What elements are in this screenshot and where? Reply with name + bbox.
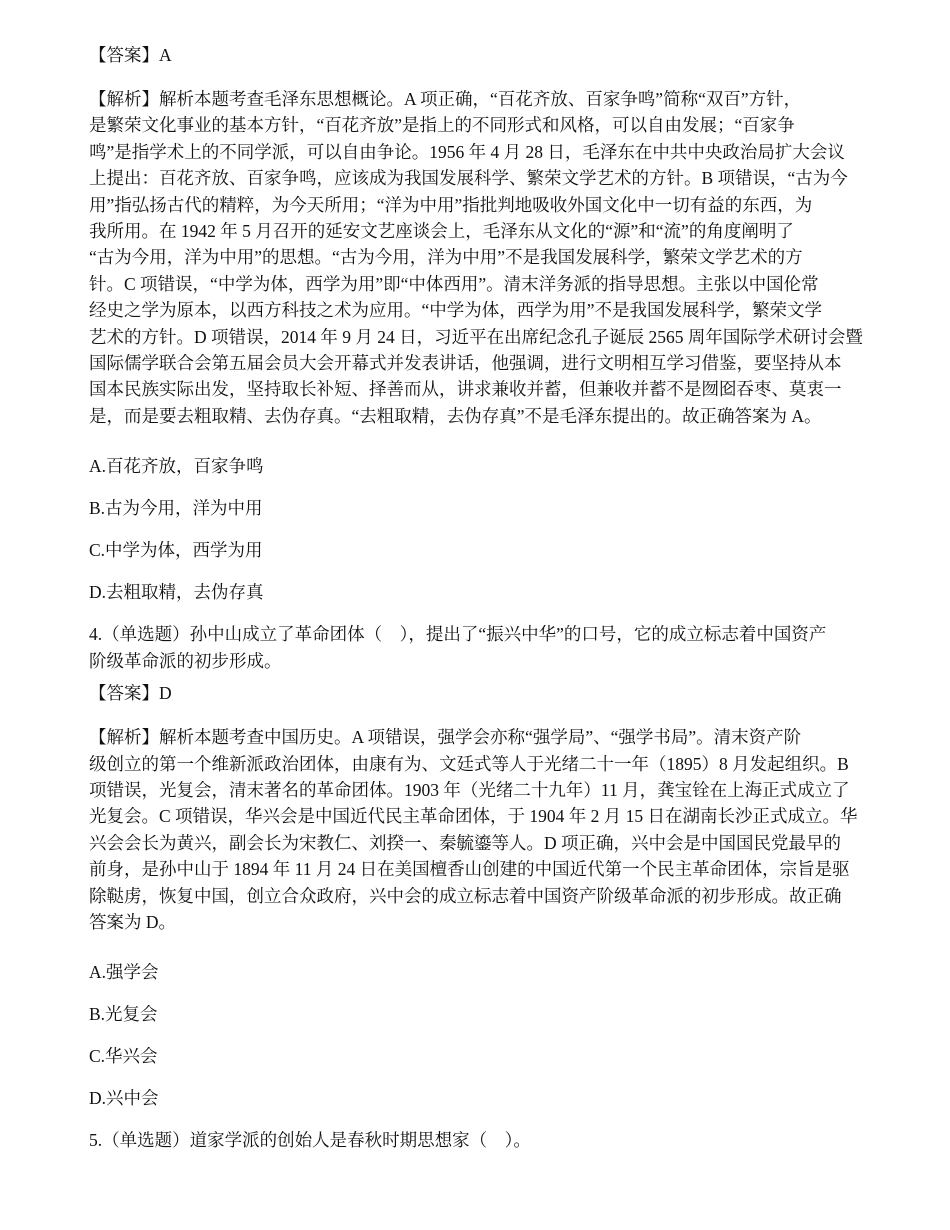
analysis-line: 用”指弘扬古代的精粹，为今天所用；“洋为中用”指批判地吸收外国文化中一切有益的东西，为 (89, 194, 813, 215)
analysis-line: 【解析】解析本题考查中国历史。A 项错误，强学会亦称“强学局”、“强学书局”。清末资产阶 (89, 727, 802, 748)
analysis-paragraph (89, 86, 909, 429)
analysis-line: 经史之学为原本，以西方科技之术为应用。“中学为体，西学为用”不是我国发展科学，繁荣文学 (89, 300, 823, 321)
option-d: D.兴中会 (89, 1088, 159, 1109)
analysis-line: 鸣”是指学术上的不同学派，可以自由争论。1956 年 4 月 28 日，毛泽东在中共中央政治局扩大会议 (89, 141, 845, 162)
analysis-line: 兴会会长为黄兴，副会长为宋教仁、刘揆一、秦毓鎏等人。D 项正确，兴中会是中国国民党最早的 (89, 832, 842, 853)
analysis-line: 级创立的第一个维新派政治团体，由康有为、文廷式等人于光绪二十一年（1895）8 月发起组织。B (89, 753, 849, 774)
analysis-line: 我所用。在 1942 年 5 月召开的延安文艺座谈会上，毛泽东从文化的“源”和“流”的角度阐明了 (89, 221, 794, 242)
analysis-line: 项错误，光复会，清末著名的革命团体。1903 年（光绪二十九年）11 月，龚宝铨在上海正式成立了 (89, 779, 850, 800)
analysis-line: 针。C 项错误，“中学为体，西学为用”即“中体西用”。清末洋务派的指导思想。主张以中国伦常 (89, 273, 819, 294)
document-page (89, 40, 909, 1154)
question-5 (89, 1127, 909, 1153)
question-4 (89, 621, 909, 674)
analysis-line: 【解析】解析本题考查毛泽东思想概论。A 项正确，“百花齐放、百家争鸣”简称“双百”方针， (89, 89, 802, 109)
option-b: B.光复会 (89, 1004, 158, 1025)
analysis-line: 是繁荣文化事业的基本方针，“百花齐放”是指上的不同形式和风格，可以自由发展；“百家争 (89, 115, 795, 136)
analysis-line: “古为今用，洋为中用”的思想。“古为今用，洋为中用”不是我国发展科学，繁荣文学艺术的方 (89, 247, 803, 268)
analysis-line: 艺术的方针。D 项错误，2014 年 9 月 24 日，习近平在出席纪念孔子诞辰 2565 周年国际学术研讨会暨 (89, 326, 863, 347)
option-c: C.中学为体，西学为用 (89, 540, 263, 561)
option-d: D.去粗取精，去伪存真 (89, 582, 264, 603)
option-c: C.华兴会 (89, 1046, 158, 1067)
analysis-line: 答案为 D。 (89, 911, 177, 932)
analysis-line: 前身，是孙中山于 1894 年 11 月 24 日在美国檀香山创建的中国近代第一个民主革命团体，宗旨是驱 (89, 859, 850, 880)
answer-label: 【答案】D (89, 683, 172, 704)
analysis-line: 是，而是要去粗取精、去伪存真。“去粗取精，去伪存真”不是毛泽东提出的。故正确答案为 A。 (89, 405, 822, 426)
question-line: 4.（单选题）孙中山成立了革命团体（ ），提出了“振兴中华”的口号，它的成立标志着中国资产 (89, 624, 827, 645)
answer-label: 【答案】A (89, 45, 172, 65)
option-a: A.强学会 (89, 962, 159, 983)
option-a: A.百花齐放，百家争鸣 (89, 456, 264, 477)
analysis-paragraph (89, 724, 909, 935)
question-line: 阶级革命派的初步形成。 (89, 650, 282, 671)
question-line: 5.（单选题）道家学派的创始人是春秋时期思想家（ ）。 (89, 1130, 531, 1151)
analysis-line: 国际儒学联合会第五届会员大会开幕式并发表讲话，他强调，进行文明相互学习借鉴，要坚持从本 (89, 353, 842, 374)
option-b: B.古为今用，洋为中用 (89, 498, 263, 519)
analysis-line: 国本民族实际出发，坚持取长补短、择善而从，讲求兼收并蓄，但兼收并蓄不是囫囵吞枣、莫衷一 (89, 379, 842, 400)
analysis-line: 上提出：百花齐放、百家争鸣，应该成为我国发展科学、繁荣文学艺术的方针。B 项错误，“古为今 (89, 168, 848, 189)
analysis-line: 光复会。C 项错误，华兴会是中国近代民主革命团体，于 1904 年 2 月 15 日在湖南长沙正式成立。华 (89, 806, 858, 827)
analysis-line: 除鞑虏，恢复中国，创立合众政府，兴中会的成立标志着中国资产阶级革命派的初步形成。故正确 (89, 885, 842, 906)
